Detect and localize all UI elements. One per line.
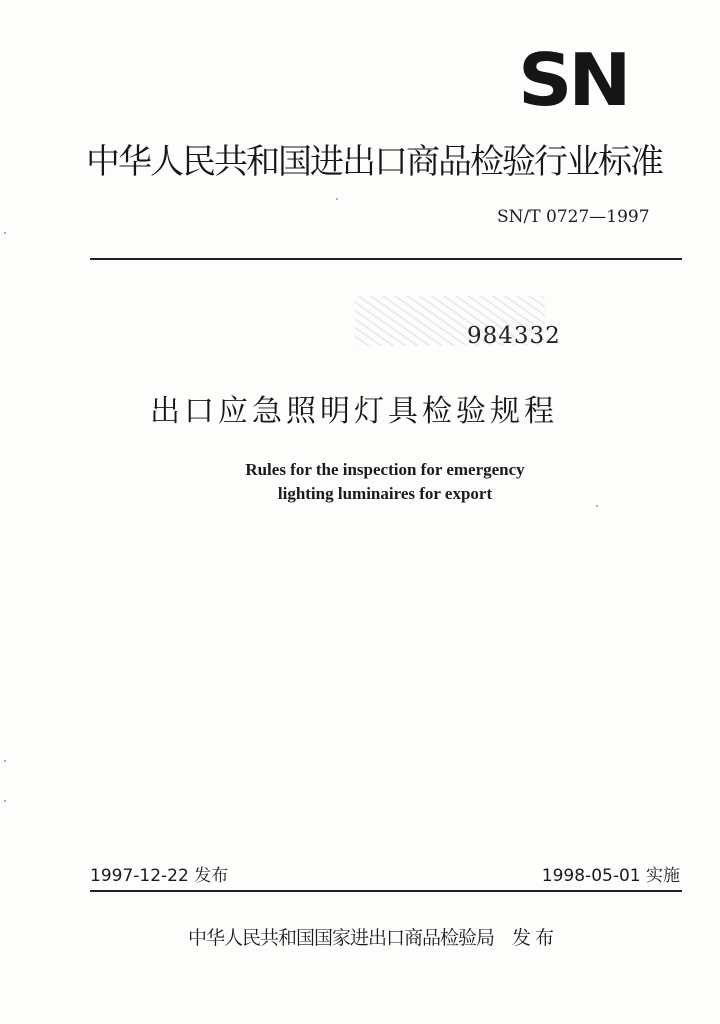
top-divider (90, 258, 682, 260)
library-stamp (355, 296, 561, 352)
standard-code: SN/T 0727—1997 (497, 207, 650, 227)
bottom-divider (90, 890, 682, 892)
scan-speck (596, 505, 598, 507)
issue-date: 1997-12-22 发布 (90, 866, 229, 886)
english-title-line-1: Rules for the inspection for emergency (245, 460, 525, 479)
scan-speck (4, 800, 6, 802)
document-title-english (150, 458, 620, 506)
stamp-number: 984332 (467, 323, 561, 349)
sn-logo: SN (518, 38, 628, 122)
publisher-action: 发布 (512, 927, 559, 949)
implementation-date: 1998-05-01 实施 (541, 866, 680, 886)
document-title-chinese: 出口应急照明灯具检验规程 (150, 394, 558, 429)
publisher-line (188, 924, 558, 952)
scan-speck (4, 232, 6, 234)
publisher-name: 中华人民共和国国家进出口商品检验局 (188, 927, 495, 949)
scan-speck (4, 760, 6, 762)
scan-speck (336, 198, 338, 200)
english-title-line-2: lighting luminaires for export (277, 484, 493, 503)
organization-title: 中华人民共和国进出口商品检验行业标准 (86, 142, 662, 182)
